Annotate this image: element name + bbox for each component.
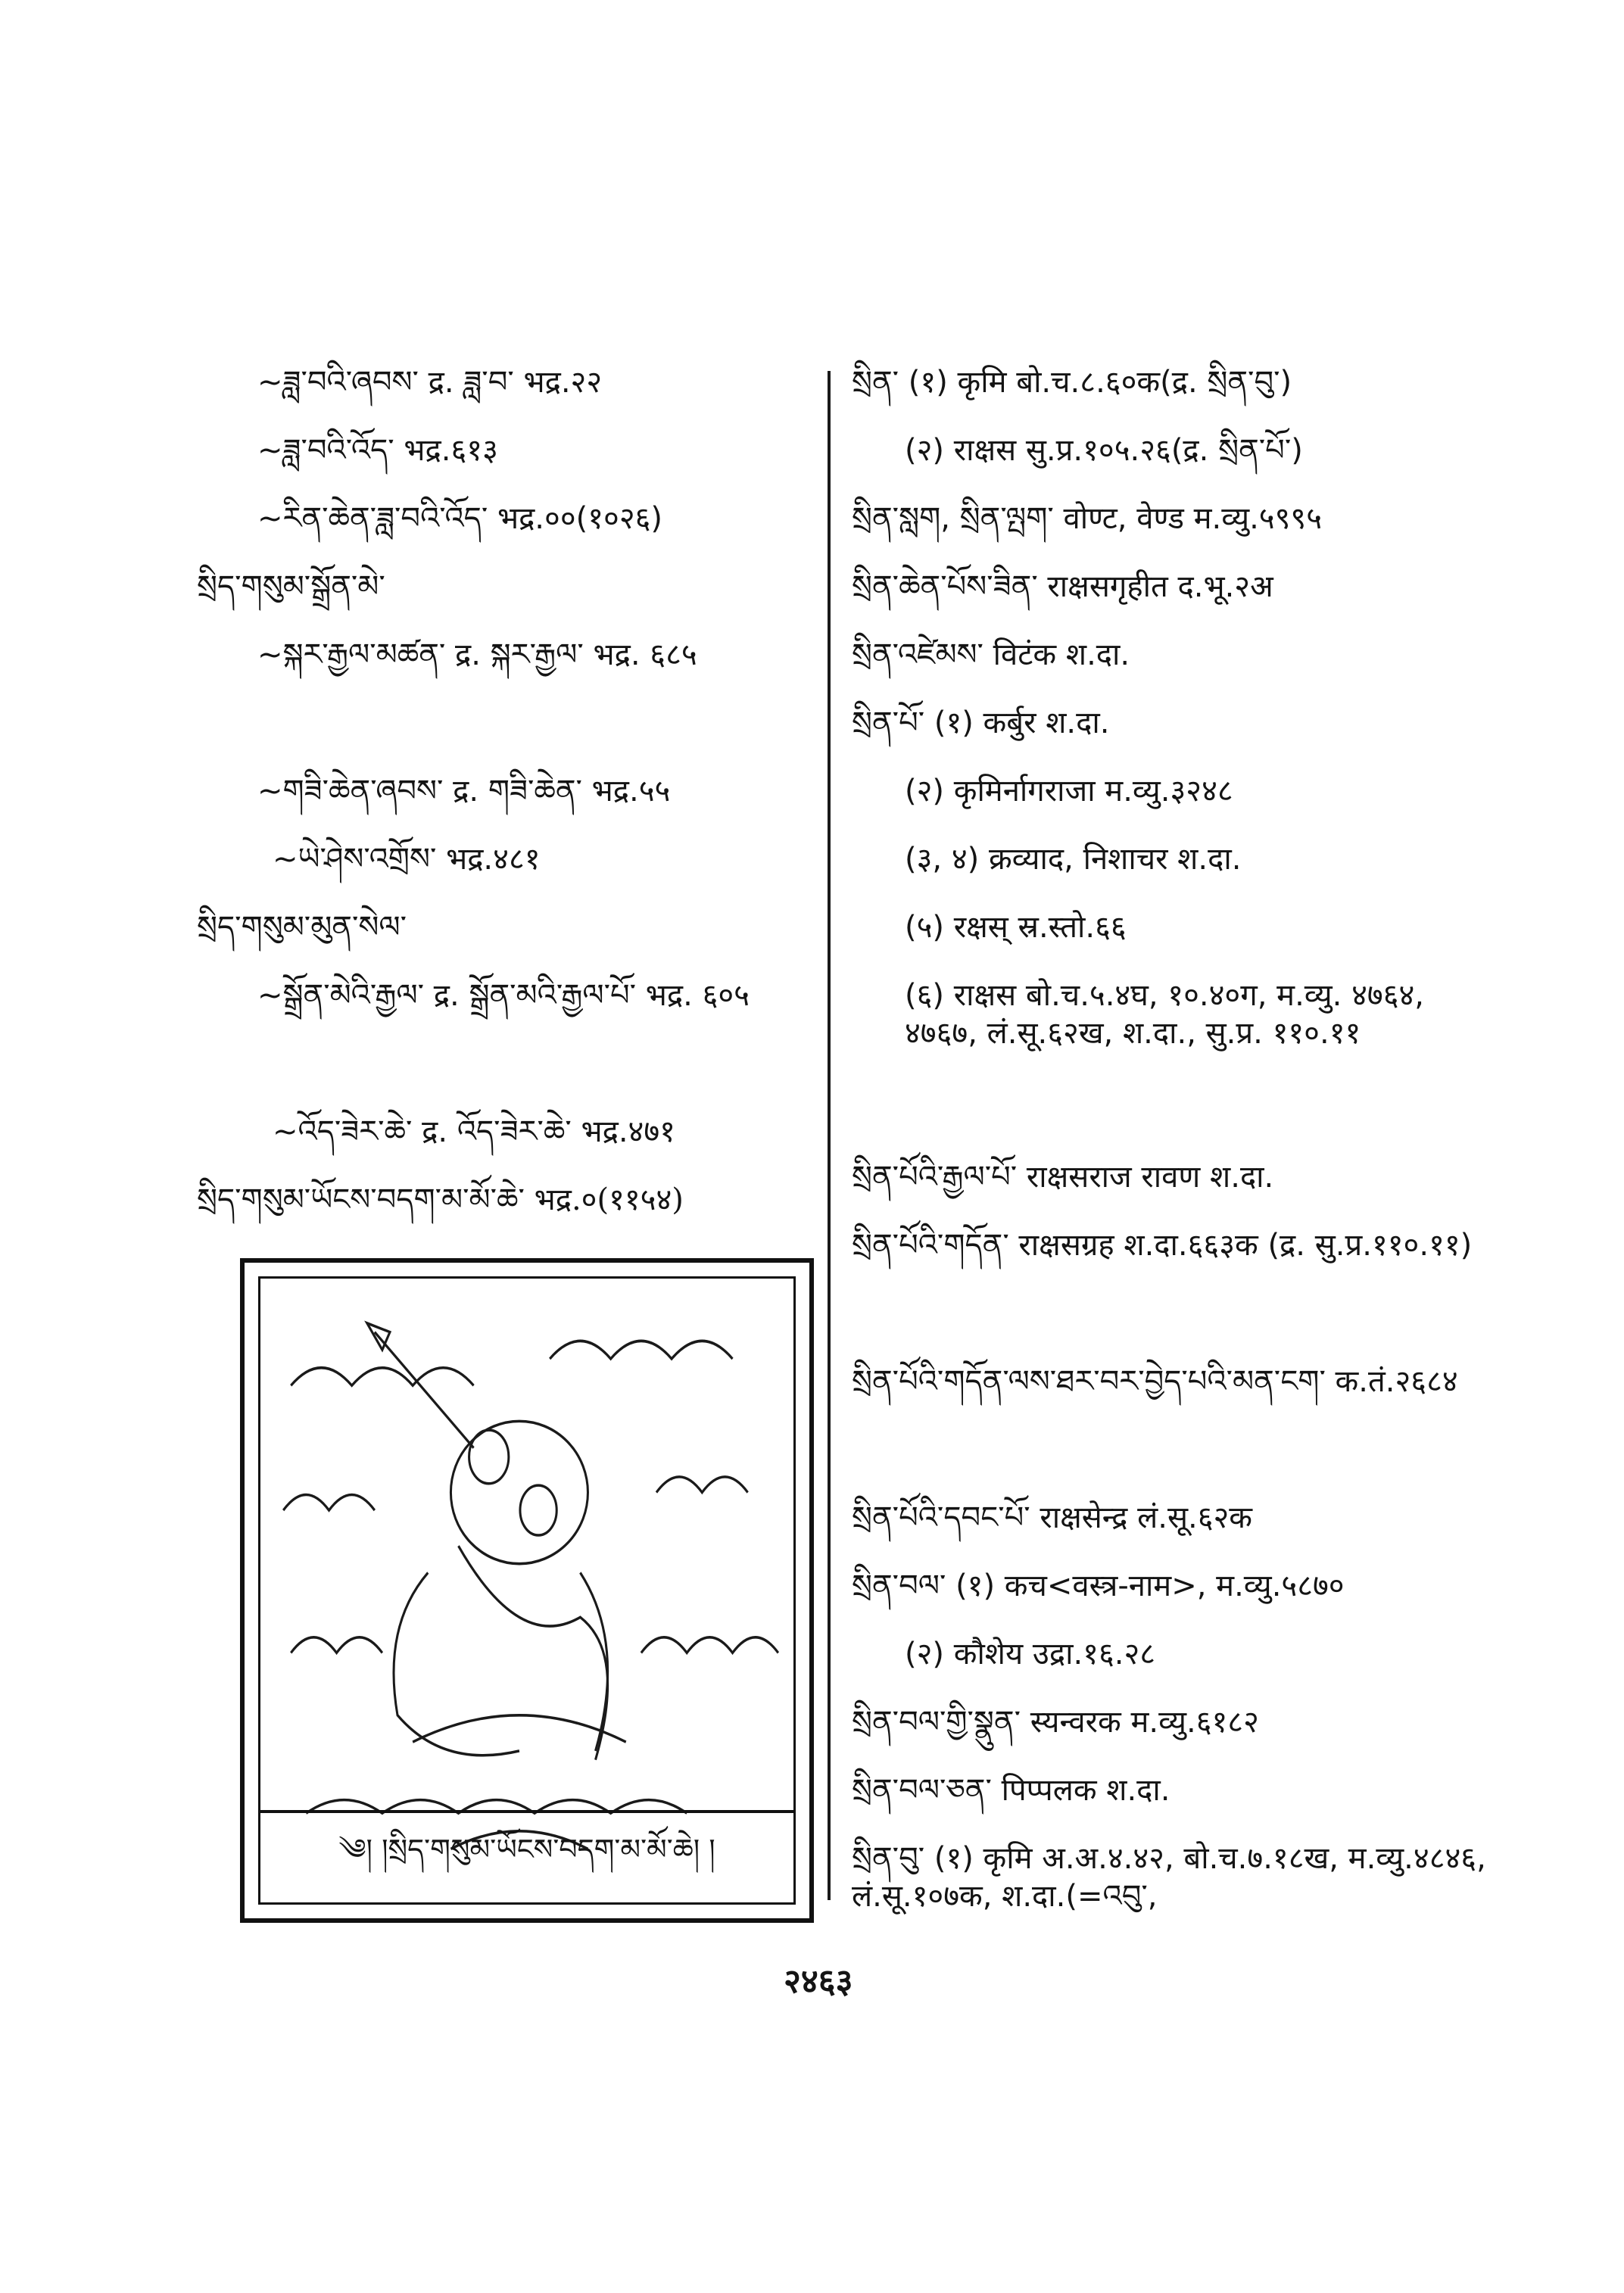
entry: ~འོད་ཟེར་ཆེ་ द्र. འོད་ཟེར་ཆེ་ भद्र.४७१ [273,1114,675,1149]
right-column [852,363,1503,1976]
entry: (२) कौशेय उद्रा.१६.२८ [905,1637,1156,1671]
entry-headword: སྲིད་གསུམ་མུན་སེལ་ [197,910,407,945]
entry-headword: སྲིད་གསུམ་ཡོངས་བདག་མ་མོ་ཆེ་ भद्र.०(११५४) [197,1182,684,1217]
entry: ~ཟླ་བའི་ཞབས་ द्र. ཟླ་བ་ भद्र.२२ [257,365,603,400]
entry: ~སྒྲོན་མེའི་རྒྱལ་ द्र. སྒྲོན་མའི་རྒྱལ་པོ་ भद्र. ६०५ [257,978,750,1013]
entry: སྲིན་ཆེན་པོས་ཟིན་ राक्षसगृहीत द.भू.२अ [852,569,1273,604]
entry: སྲིན་པོ་ (१) कर्बुर श.दा. [852,706,1110,740]
entry: ~རིན་ཆེན་ཟླ་བའི་འོད་ भद्र.००(१०२६) [257,501,663,536]
entry: སྲིན་པོའི་དབང་པོ་ राक्षसेन्द्र लं.सू.६२क [852,1500,1253,1535]
entry: (२) राक्षस सु.प्र.१०५.२६(द्र. སྲིན་པོ་) [905,433,1303,468]
entry: (३, ४) क्रव्याद, निशाचर श.दा. [905,842,1242,877]
entry: སྲིན་བལ་ཅན་ पिप्पलक श.दा. [852,1773,1170,1808]
entry: ~སྐར་རྒྱལ་མཚན་ द्र. སྐར་རྒྱལ་ भद्र. ६८५ [257,637,697,672]
entry: སྲིན་འཛེམས་ विटंक श.दा. [852,637,1130,672]
entry: (२) कृमिर्नागराजा म.व्यु.३२४८ [905,774,1233,808]
deity-illustration-frame [240,1258,814,1923]
entry: སྲིན་བུ་ (१) कृमि अ.अ.४.४२, बो.च.७.१८ख, म.व्यु.४८४६, लं.सू.१०७क, श.दा.(=འབུ་, [852,1841,1486,1914]
illustration-caption: ༄། །སྲིད་གསུམ་ཡོངས་བདག་མ་མོ་ཆེ། ། [260,1810,793,1902]
entry: སྲིན་པོའི་གདོན་ राक्षसग्रह श.दा.६६३क (द्र. सु.प्र.११०.११) [852,1228,1473,1263]
page-number: २४६३ [784,1962,853,2001]
entry: ~ཟླ་བའི་འོད་ भद्र.६१३ [257,433,498,468]
entry: སྲིན་སླག, སྲིན་ལྤག་ वोण्ट, वेण्ड म.व्यु.५९९५ [852,501,1322,536]
entry: ~གཟི་ཆེན་ཞབས་ द्र. གཟི་ཆེན་ भद्र.५५ [257,774,671,808]
entry: སྲིན་ (१) कृमि बो.च.८.६०क(द्र. སྲིན་བུ་) [852,365,1292,400]
entry: སྲིན་པོའི་རྒྱལ་པོ་ राक्षसराज रावण श.दा. [852,1160,1274,1195]
entry: སྲིན་བལ་གྱི་སྣུན་ स्यन्वरक म.व्यु.६१८२ [852,1705,1259,1740]
column-divider [828,371,831,1900]
deity-illustration [260,1279,793,1902]
left-column [197,363,803,1249]
entry-headword: སྲིད་གསུམ་སྒྲོན་མེ་ [197,569,385,604]
entry: སྲིན་བལ་ (१) कच<वस्त्र-नाम>, म.व्यु.५८७० [852,1569,1345,1603]
entry: (५) रक्षस् स्र.स्तो.६६ [905,910,1127,945]
entry: ~ཡེ་ཤེས་འགྲོས་ भद्र.४८१ [273,842,541,877]
entry: སྲིན་པོའི་གདོན་ལས་ཐར་བར་བྱེད་པའི་མན་ངག་ क.तं.२६८४ [852,1364,1458,1399]
entry: (६) राक्षस बो.च.५.४घ, १०.४०ग, म.व्यु. ४७६४, ४७६७, लं.सू.६२ख, श.दा., सु.प्र. ११०.११ [905,978,1425,1051]
illustration-panel [258,1276,796,1905]
